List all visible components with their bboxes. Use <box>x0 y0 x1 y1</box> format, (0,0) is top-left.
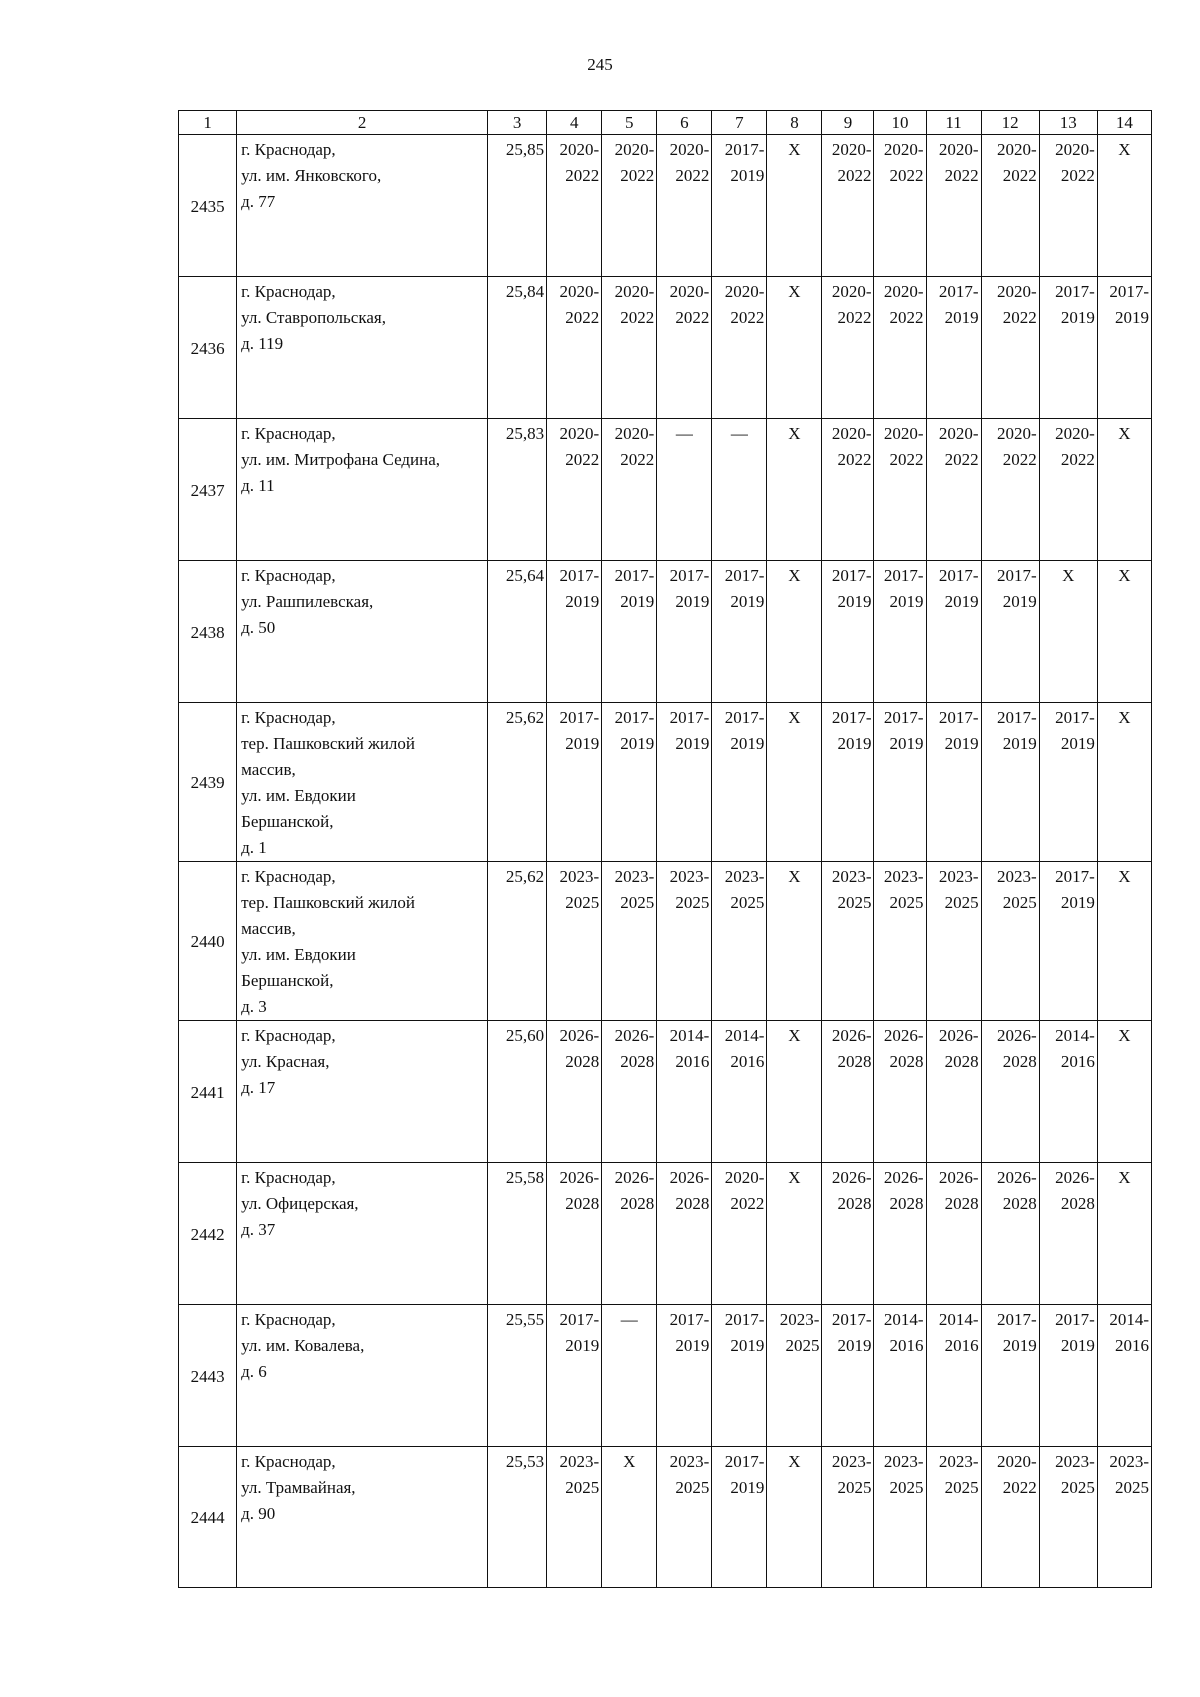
period-cell-col-8: X <box>767 561 822 703</box>
period-cell-col-9: 2020- 2022 <box>822 419 874 561</box>
address-cell: г. Краснодар, ул. Ставропольская, д. 119 <box>237 277 488 419</box>
period-cell-col-6: 2020- 2022 <box>657 135 712 277</box>
page-number: 245 <box>587 55 613 74</box>
period-cell-col-11: 2020- 2022 <box>926 419 981 561</box>
period-cell-col-9: 2023- 2025 <box>822 862 874 1021</box>
period-cell-col-14: X <box>1097 419 1151 561</box>
period-cell-col-9: 2017- 2019 <box>822 561 874 703</box>
period-cell-col-4: 2026- 2028 <box>547 1163 602 1305</box>
period-cell-col-9: 2020- 2022 <box>822 135 874 277</box>
column-header-13: 13 <box>1039 111 1097 135</box>
column-header-8: 8 <box>767 111 822 135</box>
column-header-12: 12 <box>981 111 1039 135</box>
table-row <box>179 277 1152 419</box>
column-header-3: 3 <box>488 111 547 135</box>
period-cell-col-6: 2020- 2022 <box>657 277 712 419</box>
area-cell: 25,64 <box>488 561 547 703</box>
row-number: 2439 <box>179 703 237 862</box>
period-cell-col-10: 2017- 2019 <box>874 561 926 703</box>
table-row <box>179 1447 1152 1588</box>
period-cell-col-10: 2020- 2022 <box>874 419 926 561</box>
period-cell-col-7: — <box>712 419 767 561</box>
period-cell-col-12: 2020- 2022 <box>981 277 1039 419</box>
period-cell-col-8: 2023- 2025 <box>767 1305 822 1447</box>
period-cell-col-10: 2014- 2016 <box>874 1305 926 1447</box>
area-cell: 25,60 <box>488 1021 547 1163</box>
period-cell-col-5: 2020- 2022 <box>602 419 657 561</box>
period-cell-col-5: 2020- 2022 <box>602 277 657 419</box>
period-cell-col-12: 2026- 2028 <box>981 1021 1039 1163</box>
table-row <box>179 1021 1152 1163</box>
period-cell-col-13: 2017- 2019 <box>1039 1305 1097 1447</box>
period-cell-col-12: 2026- 2028 <box>981 1163 1039 1305</box>
table-body <box>179 135 1152 1588</box>
table-row <box>179 135 1152 277</box>
period-cell-col-11: 2023- 2025 <box>926 862 981 1021</box>
period-cell-col-8: X <box>767 703 822 862</box>
address-cell: г. Краснодар, ул. им. Янковского, д. 77 <box>237 135 488 277</box>
period-cell-col-7: 2023- 2025 <box>712 862 767 1021</box>
period-cell-col-13: 2017- 2019 <box>1039 703 1097 862</box>
period-cell-col-9: 2017- 2019 <box>822 703 874 862</box>
address-cell: г. Краснодар, ул. Трамвайная, д. 90 <box>237 1447 488 1588</box>
period-cell-col-14: 2014- 2016 <box>1097 1305 1151 1447</box>
period-cell-col-5: 2017- 2019 <box>602 703 657 862</box>
period-cell-col-12: 2020- 2022 <box>981 419 1039 561</box>
period-cell-col-6: — <box>657 419 712 561</box>
address-cell: г. Краснодар, тер. Пашковский жилой массив, ул. им. Евдокии Бершанской, д. 3 <box>237 862 488 1021</box>
period-cell-col-12: 2023- 2025 <box>981 862 1039 1021</box>
period-cell-col-6: 2014- 2016 <box>657 1021 712 1163</box>
period-cell-col-13: 2017- 2019 <box>1039 862 1097 1021</box>
period-cell-col-9: 2023- 2025 <box>822 1447 874 1588</box>
period-cell-col-14: X <box>1097 135 1151 277</box>
column-header-10: 10 <box>874 111 926 135</box>
period-cell-col-7: 2017- 2019 <box>712 1305 767 1447</box>
period-cell-col-8: X <box>767 1163 822 1305</box>
address-cell: г. Краснодар, ул. Рашпилевская, д. 50 <box>237 561 488 703</box>
period-cell-col-14: X <box>1097 1163 1151 1305</box>
period-cell-col-4: 2017- 2019 <box>547 703 602 862</box>
period-cell-col-4: 2017- 2019 <box>547 1305 602 1447</box>
period-cell-col-7: 2020- 2022 <box>712 1163 767 1305</box>
row-number: 2443 <box>179 1305 237 1447</box>
period-cell-col-6: 2017- 2019 <box>657 1305 712 1447</box>
column-header-7: 7 <box>712 111 767 135</box>
period-cell-col-12: 2020- 2022 <box>981 1447 1039 1588</box>
period-cell-col-12: 2020- 2022 <box>981 135 1039 277</box>
period-cell-col-13: 2026- 2028 <box>1039 1163 1097 1305</box>
period-cell-col-4: 2023- 2025 <box>547 1447 602 1588</box>
period-cell-col-6: 2023- 2025 <box>657 862 712 1021</box>
row-number: 2444 <box>179 1447 237 1588</box>
table-row <box>179 703 1152 862</box>
area-cell: 25,83 <box>488 419 547 561</box>
period-cell-col-11: 2026- 2028 <box>926 1163 981 1305</box>
period-cell-col-10: 2023- 2025 <box>874 1447 926 1588</box>
column-header-11: 11 <box>926 111 981 135</box>
row-number: 2437 <box>179 419 237 561</box>
period-cell-col-13: X <box>1039 561 1097 703</box>
column-header-14: 14 <box>1097 111 1151 135</box>
period-cell-col-10: 2023- 2025 <box>874 862 926 1021</box>
table-header <box>179 111 1152 135</box>
address-cell: г. Краснодар, ул. Офицерская, д. 37 <box>237 1163 488 1305</box>
period-cell-col-11: 2017- 2019 <box>926 703 981 862</box>
address-cell: г. Краснодар, ул. Красная, д. 17 <box>237 1021 488 1163</box>
period-cell-col-10: 2026- 2028 <box>874 1163 926 1305</box>
header-row <box>179 111 1152 135</box>
period-cell-col-9: 2026- 2028 <box>822 1021 874 1163</box>
period-cell-col-11: 2020- 2022 <box>926 135 981 277</box>
row-number: 2435 <box>179 135 237 277</box>
column-header-2: 2 <box>237 111 488 135</box>
row-number: 2436 <box>179 277 237 419</box>
register-table <box>178 110 1152 1588</box>
period-cell-col-4: 2020- 2022 <box>547 135 602 277</box>
period-cell-col-10: 2020- 2022 <box>874 277 926 419</box>
period-cell-col-4: 2023- 2025 <box>547 862 602 1021</box>
period-cell-col-8: X <box>767 1021 822 1163</box>
period-cell-col-11: 2017- 2019 <box>926 277 981 419</box>
column-header-9: 9 <box>822 111 874 135</box>
period-cell-col-12: 2017- 2019 <box>981 561 1039 703</box>
period-cell-col-5: X <box>602 1447 657 1588</box>
address-cell: г. Краснодар, тер. Пашковский жилой массив, ул. им. Евдокии Бершанской, д. 1 <box>237 703 488 862</box>
period-cell-col-8: X <box>767 419 822 561</box>
period-cell-col-4: 2020- 2022 <box>547 277 602 419</box>
area-cell: 25,62 <box>488 703 547 862</box>
column-header-5: 5 <box>602 111 657 135</box>
period-cell-col-7: 2017- 2019 <box>712 135 767 277</box>
period-cell-col-11: 2017- 2019 <box>926 561 981 703</box>
period-cell-col-13: 2017- 2019 <box>1039 277 1097 419</box>
period-cell-col-9: 2017- 2019 <box>822 1305 874 1447</box>
table-row <box>179 419 1152 561</box>
table-row <box>179 1305 1152 1447</box>
column-header-1: 1 <box>179 111 237 135</box>
period-cell-col-9: 2026- 2028 <box>822 1163 874 1305</box>
period-cell-col-14: 2017- 2019 <box>1097 277 1151 419</box>
period-cell-col-4: 2020- 2022 <box>547 419 602 561</box>
period-cell-col-10: 2026- 2028 <box>874 1021 926 1163</box>
period-cell-col-11: 2026- 2028 <box>926 1021 981 1163</box>
area-cell: 25,58 <box>488 1163 547 1305</box>
period-cell-col-4: 2026- 2028 <box>547 1021 602 1163</box>
period-cell-col-5: 2026- 2028 <box>602 1163 657 1305</box>
period-cell-col-7: 2017- 2019 <box>712 1447 767 1588</box>
period-cell-col-7: 2017- 2019 <box>712 703 767 862</box>
column-header-4: 4 <box>547 111 602 135</box>
period-cell-col-6: 2026- 2028 <box>657 1163 712 1305</box>
period-cell-col-10: 2017- 2019 <box>874 703 926 862</box>
period-cell-col-7: 2017- 2019 <box>712 561 767 703</box>
period-cell-col-8: X <box>767 862 822 1021</box>
period-cell-col-5: 2023- 2025 <box>602 862 657 1021</box>
address-cell: г. Краснодар, ул. им. Ковалева, д. 6 <box>237 1305 488 1447</box>
column-header-6: 6 <box>657 111 712 135</box>
area-cell: 25,53 <box>488 1447 547 1588</box>
area-cell: 25,62 <box>488 862 547 1021</box>
period-cell-col-14: X <box>1097 1021 1151 1163</box>
period-cell-col-14: X <box>1097 703 1151 862</box>
period-cell-col-5: 2017- 2019 <box>602 561 657 703</box>
period-cell-col-6: 2023- 2025 <box>657 1447 712 1588</box>
period-cell-col-8: X <box>767 1447 822 1588</box>
period-cell-col-13: 2020- 2022 <box>1039 135 1097 277</box>
area-cell: 25,55 <box>488 1305 547 1447</box>
period-cell-col-7: 2014- 2016 <box>712 1021 767 1163</box>
period-cell-col-6: 2017- 2019 <box>657 703 712 862</box>
period-cell-col-9: 2020- 2022 <box>822 277 874 419</box>
period-cell-col-11: 2014- 2016 <box>926 1305 981 1447</box>
row-number: 2440 <box>179 862 237 1021</box>
period-cell-col-4: 2017- 2019 <box>547 561 602 703</box>
period-cell-col-7: 2020- 2022 <box>712 277 767 419</box>
period-cell-col-5: 2026- 2028 <box>602 1021 657 1163</box>
period-cell-col-5: 2020- 2022 <box>602 135 657 277</box>
period-cell-col-6: 2017- 2019 <box>657 561 712 703</box>
period-cell-col-8: X <box>767 135 822 277</box>
row-number: 2442 <box>179 1163 237 1305</box>
period-cell-col-12: 2017- 2019 <box>981 703 1039 862</box>
period-cell-col-11: 2023- 2025 <box>926 1447 981 1588</box>
period-cell-col-13: 2023- 2025 <box>1039 1447 1097 1588</box>
area-cell: 25,84 <box>488 277 547 419</box>
period-cell-col-14: X <box>1097 561 1151 703</box>
table-row <box>179 862 1152 1021</box>
period-cell-col-8: X <box>767 277 822 419</box>
table-row <box>179 1163 1152 1305</box>
period-cell-col-12: 2017- 2019 <box>981 1305 1039 1447</box>
table-row <box>179 561 1152 703</box>
area-cell: 25,85 <box>488 135 547 277</box>
address-cell: г. Краснодар, ул. им. Митрофана Седина, д. 11 <box>237 419 488 561</box>
period-cell-col-13: 2020- 2022 <box>1039 419 1097 561</box>
row-number: 2441 <box>179 1021 237 1163</box>
period-cell-col-10: 2020- 2022 <box>874 135 926 277</box>
period-cell-col-13: 2014- 2016 <box>1039 1021 1097 1163</box>
row-number: 2438 <box>179 561 237 703</box>
period-cell-col-14: 2023- 2025 <box>1097 1447 1151 1588</box>
period-cell-col-14: X <box>1097 862 1151 1021</box>
period-cell-col-5: — <box>602 1305 657 1447</box>
